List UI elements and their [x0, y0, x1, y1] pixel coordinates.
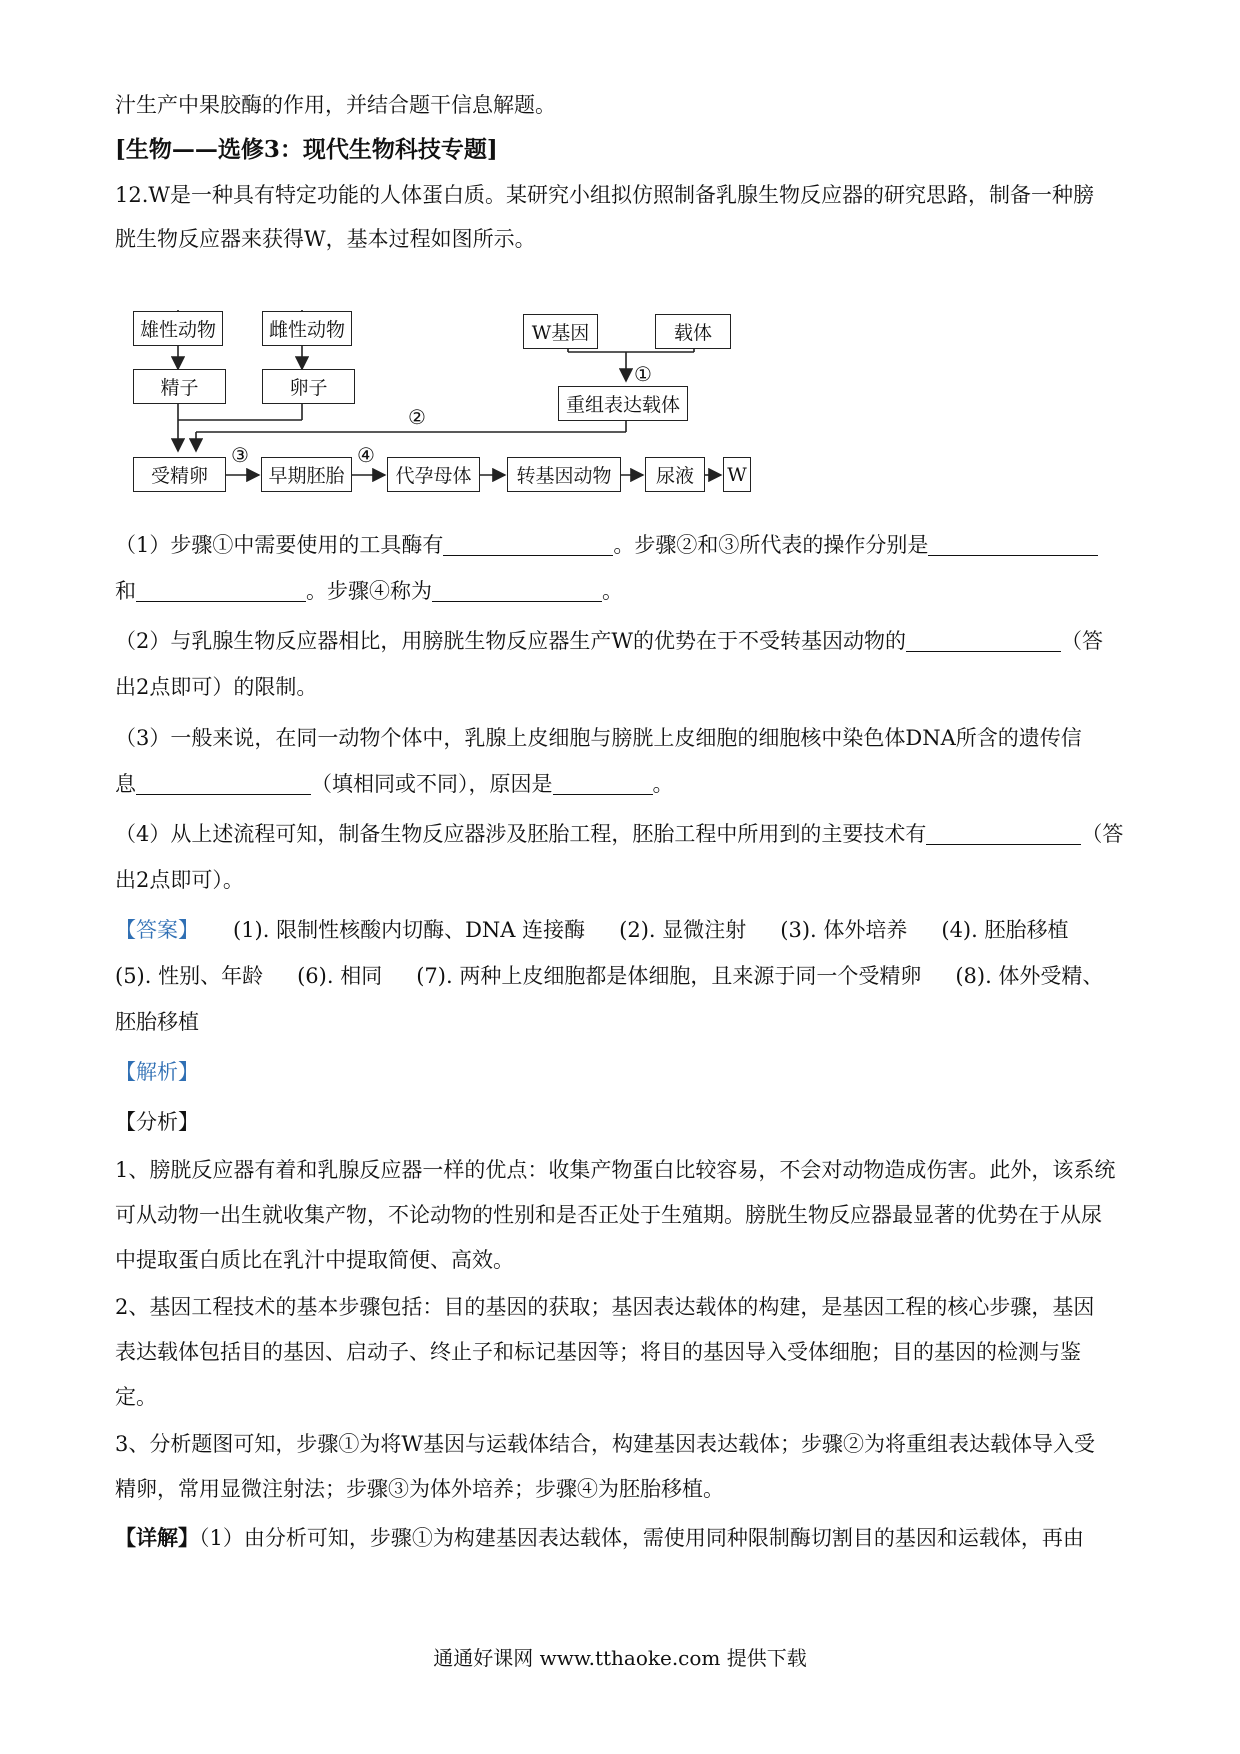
analysis-line-1: 1、膀胱反应器有着和乳腺反应器一样的优点：收集产物蛋白比较容易，不会对动物造成伤害。此外，该系统 [115, 1158, 1116, 1182]
q1-blank-1[interactable] [443, 533, 613, 556]
q1-text-a: （1）步骤①中需要使用的工具酶有 [115, 533, 444, 557]
q3-blank-2[interactable] [553, 772, 653, 795]
step-4-label: ④ [357, 443, 375, 467]
q3-text-d: 。 [652, 772, 674, 796]
analysis-line-2: 可从动物一出生就收集产物，不论动物的性别和是否正处于生殖期。膀胱生物反应器最显著的优势在于从尿 [115, 1203, 1102, 1227]
q3-line-2 [115, 769, 1135, 799]
early-embryo-box: 早期胚胎 [261, 457, 352, 492]
q3-text-b: 息 [115, 772, 136, 796]
sperm-box: 精子 [133, 369, 226, 404]
q4-blank-1[interactable] [926, 822, 1081, 845]
q2-line-2: 出2点即可）的限制。 [115, 675, 318, 699]
fenxi-label: 【分析】 [115, 1110, 199, 1134]
answer-item-1: (1). 限制性核酸内切酶、DNA 连接酶 [233, 918, 586, 942]
answer-item-2: (2). 显微注射 [619, 918, 747, 942]
answer-line-1 [115, 915, 1135, 945]
w-product-box: W [723, 457, 751, 492]
analysis-line-4: 2、基因工程技术的基本步骤包括：目的基因的获取；基因表达载体的构建，是基因工程的核心步骤，基因 [115, 1295, 1095, 1319]
q4-line-1 [115, 819, 1135, 849]
q2-blank-1[interactable] [906, 629, 1061, 652]
answer-item-8: (8). 体外受精、 [955, 964, 1104, 988]
diagram-connectors [0, 0, 1240, 520]
q1-text-d: 。步骤④称为 [306, 579, 432, 603]
w-gene-box: W基因 [523, 314, 598, 349]
analysis-line-8: 精卵，常用显微注射法；步骤③为体外培养；步骤④为胚胎移植。 [115, 1477, 724, 1501]
analysis-line-7: 3、分析题图可知，步骤①为将W基因与运载体结合，构建基因表达载体；步骤②为将重组表达载体导入受 [115, 1432, 1095, 1456]
q1-blank-2[interactable] [928, 533, 1098, 556]
male-animal-box: 雄性动物 [133, 311, 223, 346]
analysis-line-5: 表达载体包括目的基因、启动子、终止子和标记基因等；将目的基因导入受体细胞；目的基因的检测与鉴 [115, 1340, 1081, 1364]
page-footer: 通通好课网 www.tthaoke.com 提供下载 [433, 1646, 807, 1670]
answer-item-7: (7). 两种上皮细胞都是体细胞，且来源于同一个受精卵 [416, 964, 922, 988]
question-line-2: 胱生物反应器来获得W，基本过程如图所示。 [115, 227, 536, 251]
q4-line-2: 出2点即可）。 [115, 868, 244, 892]
step-3-label: ③ [231, 443, 249, 467]
detail-label: 【详解】 [115, 1525, 199, 1550]
analysis-label: 【解析】 [115, 1060, 199, 1084]
q3-text-c: （填相同或不同），原因是 [311, 772, 553, 796]
analysis-line-6: 定。 [115, 1385, 157, 1409]
q3-line-1: （3）一般来说，在同一动物个体中，乳腺上皮细胞与膀胱上皮细胞的细胞核中染色体DNA所含的遗传信 [115, 726, 1082, 750]
detail-text: （1）由分析可知，步骤①为构建基因表达载体，需使用同种限制酶切割目的基因和运载体，再由 [199, 1526, 1084, 1550]
q2-text-b: （答 [1060, 629, 1103, 653]
q1-text-b: 。步骤②和③所代表的操作分别是 [613, 533, 929, 557]
q4-text-b: （答 [1081, 822, 1124, 846]
q4-text-a: （4）从上述流程可知，制备生物反应器涉及胚胎工程，胚胎工程中所用到的主要技术有 [115, 822, 927, 846]
q3-blank-1[interactable] [136, 772, 311, 795]
answer-line-2 [115, 961, 1135, 991]
process-diagram [0, 0, 1240, 520]
answer-line-3: 胚胎移植 [115, 1010, 199, 1034]
step-2-label: ② [408, 405, 426, 429]
answer-item-3: (3). 体外培养 [780, 918, 908, 942]
surrogate-mother-box: 代孕母体 [387, 457, 480, 492]
analysis-line-3: 中提取蛋白质比在乳汁中提取简便、高效。 [115, 1248, 514, 1272]
step-1-label: ① [634, 362, 652, 386]
answer-item-5: (5). 性别、年龄 [115, 964, 264, 988]
answer-label: 【答案】 [115, 918, 199, 942]
intro-line: 汁生产中果胶酶的作用，并结合题干信息解题。 [115, 93, 556, 117]
q1-text-c: 和 [115, 579, 136, 603]
female-animal-box: 雌性动物 [262, 311, 352, 346]
q1-line-1 [115, 530, 1135, 560]
q2-text-a: （2）与乳腺生物反应器相比，用膀胱生物反应器生产W的优势在于不受转基因动物的 [115, 629, 906, 653]
section-title: [生物——选修3：现代生物科技专题] [115, 136, 498, 163]
q1-text-e: 。 [602, 579, 623, 603]
q1-blank-3[interactable] [136, 579, 306, 602]
question-line-1: 12.W是一种具有特定功能的人体蛋白质。某研究小组拟仿照制备乳腺生物反应器的研究思路，制备一种膀 [115, 183, 1094, 207]
q1-line-2 [115, 576, 1135, 606]
egg-box: 卵子 [262, 369, 355, 404]
q1-blank-4[interactable] [432, 579, 602, 602]
urine-box: 尿液 [645, 457, 705, 492]
recombinant-vector-box: 重组表达载体 [558, 386, 688, 421]
answer-item-4: (4). 胚胎移植 [941, 918, 1069, 942]
transgenic-animal-box: 转基因动物 [507, 457, 621, 492]
detail-line [115, 1523, 1135, 1553]
q2-line-1 [115, 626, 1135, 656]
zygote-box: 受精卵 [133, 457, 226, 492]
answer-item-6: (6). 相同 [297, 964, 383, 988]
vector-box: 载体 [655, 314, 731, 349]
